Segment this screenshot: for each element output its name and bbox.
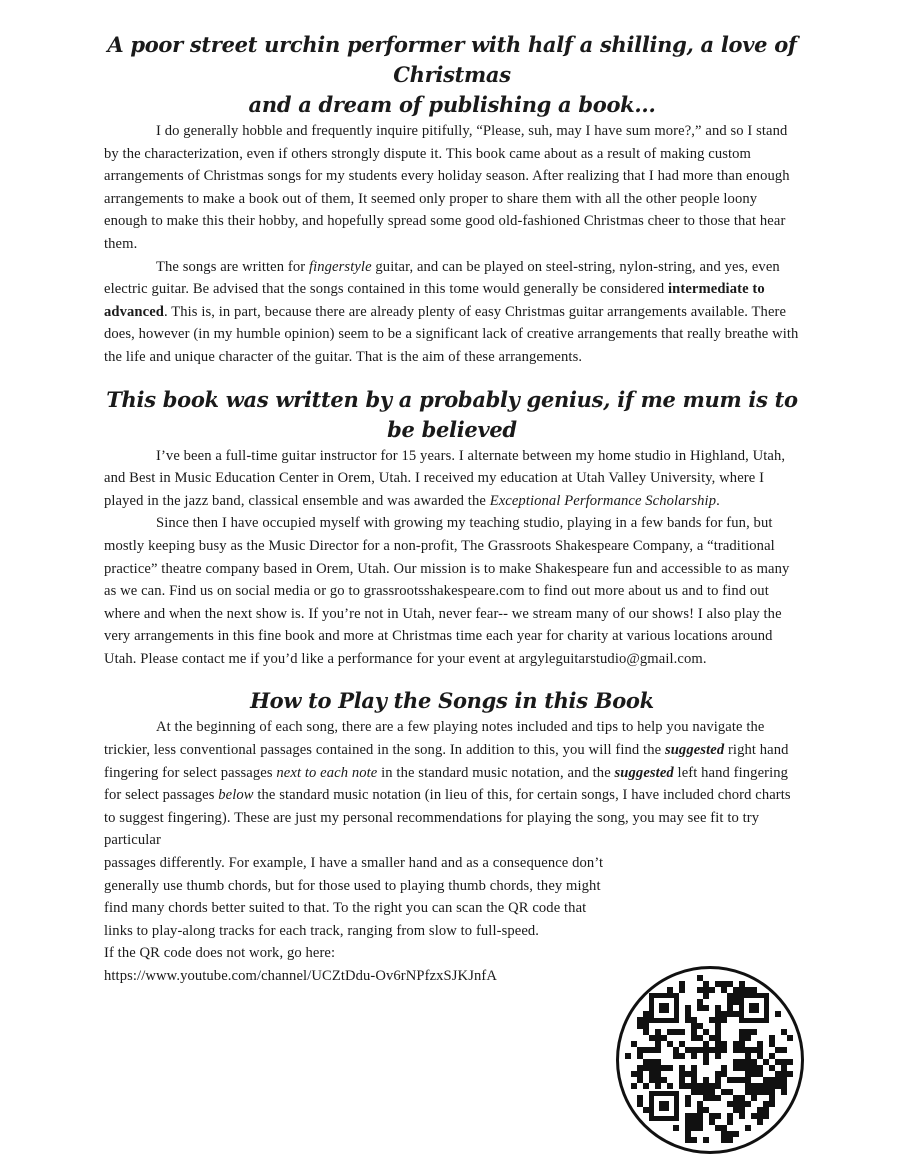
qr-module (727, 993, 733, 999)
qr-module (655, 1065, 661, 1071)
qr-module (727, 1011, 733, 1017)
qr-module (649, 1035, 655, 1041)
qr-module (631, 1083, 637, 1089)
qr-module (691, 1137, 697, 1143)
qr-module (697, 1005, 703, 1011)
qr-module (685, 1047, 691, 1053)
author-paragraph-2: Since then I have occupied myself with growing my teaching studio, playing in a few bands for fun, but mostly keeping busy as the Music Director for a non-profit, The Grassroots Shakespeare Company, a “traditional practice” theatre company based in Orem, Utah. Our mission is to make Shakespeare fun and accessible to as many as we can. Find us on social media or go to grassrootsshakespeare.com to find out more about us and to find out where and when the next show is. If you’re not in Utah, never fear-- we stream many of our shows! I also play the very arrangements in this fine book and more at Christmas time each year for charity at various locations around Utah. Please contact me if you’d like a performance for your event at argyleguitarstudio@gmail.com. (104, 515, 790, 667)
qr-module (685, 1137, 691, 1143)
qr-module (655, 1077, 661, 1083)
qr-module (637, 1047, 643, 1053)
qr-module (727, 1101, 733, 1107)
qr-fallback-note: If the QR code does not work, go here: (104, 945, 336, 962)
qr-module (703, 1059, 709, 1065)
qr-module (691, 1119, 697, 1125)
emphasis-difficulty: intermediate to advanced (104, 281, 765, 320)
qr-module (739, 1035, 745, 1041)
qr-module (733, 987, 739, 993)
qr-module (667, 1083, 673, 1089)
qr-module (643, 1017, 649, 1023)
qr-module (745, 1101, 751, 1107)
qr-module (739, 1101, 745, 1107)
qr-module (703, 981, 709, 987)
qr-module (739, 1041, 745, 1047)
qr-module (703, 1095, 709, 1101)
qr-module (685, 1005, 691, 1011)
qr-module (649, 1065, 655, 1071)
qr-module (745, 1077, 751, 1083)
qr-module (787, 1035, 793, 1041)
qr-module (727, 1131, 733, 1137)
qr-module (769, 1095, 775, 1101)
qr-module (709, 1119, 715, 1125)
qr-module (739, 1065, 745, 1071)
qr-module (715, 1113, 721, 1119)
qr-module (781, 1077, 787, 1083)
qr-module (679, 1029, 685, 1035)
qr-module (655, 1029, 661, 1035)
qr-module (715, 1095, 721, 1101)
qr-module (733, 1077, 739, 1083)
qr-module (655, 1035, 661, 1041)
qr-module (697, 1035, 703, 1041)
qr-module (703, 1005, 709, 1011)
text-run: . This is, in part, because there are already plenty of easy Christmas guitar arrangements available. There does, however (in my humble opinion) seem to be a significant lack of creative arrangements that really breathe with the life and unique character of the guitar. That is the aim of these arrangements. (104, 303, 799, 365)
qr-module (625, 1053, 631, 1059)
author-paragraph-1 (104, 445, 800, 513)
qr-module (727, 981, 733, 987)
qr-module (775, 1077, 781, 1083)
qr-module (697, 975, 703, 981)
qr-module (721, 1041, 727, 1047)
intro-paragraph-2 (104, 256, 800, 369)
qr-module (751, 1095, 757, 1101)
qr-module (637, 1101, 643, 1107)
emphasis-scholarship: Exceptional Performance Scholarship (489, 492, 717, 509)
qr-module (727, 1119, 733, 1125)
qr-module (703, 987, 709, 993)
qr-module (643, 1065, 649, 1071)
qr-module (745, 1071, 751, 1077)
qr-module (667, 1041, 673, 1047)
qr-module (637, 1065, 643, 1071)
qr-module (697, 987, 703, 993)
qr-module (655, 1041, 661, 1047)
qr-module (673, 1053, 679, 1059)
qr-module (769, 1035, 775, 1041)
how-to-paragraph-2: passages differently. For example, I have a smaller hand and as a consequence don’t generally use thumb chords, but for those used to playing thumb chords, they might find many chords better suited to that. To the right you can scan the QR code that links to play-along tracks for each track, ranging from slow to full-speed. (104, 855, 604, 939)
qr-module (769, 1077, 775, 1083)
qr-module (721, 1065, 727, 1071)
qr-module (679, 1041, 685, 1047)
qr-module (637, 1023, 643, 1029)
qr-module (733, 1101, 739, 1107)
qr-module (745, 1059, 751, 1065)
qr-module (709, 1047, 715, 1053)
qr-module (733, 1059, 739, 1065)
qr-module (775, 1011, 781, 1017)
section-heading-intro (104, 30, 800, 120)
qr-module (727, 1077, 733, 1083)
qr-module (703, 1107, 709, 1113)
qr-module (721, 1131, 727, 1137)
qr-module (733, 999, 739, 1005)
qr-module (691, 1125, 697, 1131)
qr-module (787, 1059, 793, 1065)
qr-module (649, 1071, 655, 1077)
qr-side-text (104, 852, 604, 988)
qr-module (739, 1107, 745, 1113)
qr-module (763, 1101, 769, 1107)
qr-module (763, 1059, 769, 1065)
qr-module (739, 1113, 745, 1119)
qr-module (751, 1047, 757, 1053)
qr-module (757, 1089, 763, 1095)
qr-module (691, 1017, 697, 1023)
qr-module (649, 1077, 655, 1083)
qr-module (745, 1029, 751, 1035)
emphasis-suggested: suggested (664, 742, 725, 759)
text-run: I’ve been a full-time guitar instructor for 15 years. I alternate between my home studio in Highland, Utah, and Best in Music Education Center in Orem, Utah. I received my education at Utah Valley University, where I played in the jazz band, classical ensemble and was awarded the (104, 447, 786, 509)
qr-module (631, 1041, 637, 1047)
qr-module (757, 1113, 763, 1119)
qr-module (757, 1065, 763, 1071)
qr-module (751, 1059, 757, 1065)
qr-module (775, 1071, 781, 1077)
heading-line-1: A poor street urchin performer with half a shilling, a love of Christmas (107, 32, 797, 87)
qr-module (733, 1131, 739, 1137)
qr-module (709, 1017, 715, 1023)
qr-module (697, 1023, 703, 1029)
qr-module (715, 1047, 721, 1053)
qr-module (721, 981, 727, 987)
qr-module (745, 987, 751, 993)
qr-module (685, 1113, 691, 1119)
emphasis-suggested: suggested (614, 764, 674, 781)
qr-module (703, 1089, 709, 1095)
emphasis-next-to-each-note: next to each note (276, 764, 378, 781)
qr-module (769, 1089, 775, 1095)
qr-module (643, 1011, 649, 1017)
qr-module (691, 1023, 697, 1029)
qr-module (733, 1107, 739, 1113)
qr-module (781, 1083, 787, 1089)
qr-module (679, 987, 685, 993)
qr-module (727, 1137, 733, 1143)
qr-module (751, 987, 757, 993)
qr-module (685, 1131, 691, 1137)
qr-module (637, 1071, 643, 1077)
qr-module (715, 1035, 721, 1041)
text-run: The songs are written for (156, 258, 309, 275)
text-run: left hand fingering for select passages (104, 764, 789, 804)
qr-finder-pattern (649, 993, 679, 1023)
qr-module (715, 1041, 721, 1047)
qr-module (727, 1005, 733, 1011)
qr-module (703, 1083, 709, 1089)
qr-module (721, 1017, 727, 1023)
youtube-link[interactable]: https://www.youtube.com/channel/UCZtDdu-Ov6rNPfzxSJKJnfA (104, 968, 497, 984)
qr-module (733, 1011, 739, 1017)
qr-module (751, 1071, 757, 1077)
qr-module (721, 1071, 727, 1077)
qr-module (757, 1107, 763, 1113)
qr-module (763, 1077, 769, 1083)
qr-module (691, 1083, 697, 1089)
qr-module (763, 1083, 769, 1089)
qr-module (745, 1035, 751, 1041)
qr-module (757, 1083, 763, 1089)
qr-module (751, 1089, 757, 1095)
qr-module (721, 987, 727, 993)
qr-module (643, 1023, 649, 1029)
qr-module (757, 1053, 763, 1059)
section-heading-author: This book was written by a probably genius, if me mum is to be believed (106, 386, 798, 442)
qr-finder-pattern (649, 1091, 679, 1121)
section-heading-how-to-play: How to Play the Songs in this Book (250, 688, 654, 714)
qr-module (691, 1089, 697, 1095)
qr-module (781, 1059, 787, 1065)
qr-finder-pattern (739, 993, 769, 1023)
qr-module (661, 1065, 667, 1071)
qr-module (697, 1089, 703, 1095)
qr-module (739, 981, 745, 987)
qr-module (769, 1083, 775, 1089)
qr-module (673, 1047, 679, 1053)
qr-module (643, 1107, 649, 1113)
qr-module (691, 1065, 697, 1071)
qr-module (667, 1029, 673, 1035)
qr-code-graphic (619, 969, 801, 1151)
qr-module (661, 1077, 667, 1083)
qr-module (757, 1041, 763, 1047)
qr-module (685, 1125, 691, 1131)
qr-module (763, 1113, 769, 1119)
qr-module (703, 993, 709, 999)
qr-module (721, 1011, 727, 1017)
qr-module (703, 1041, 709, 1047)
page-content (104, 30, 800, 988)
qr-module (769, 1053, 775, 1059)
qr-module (691, 1029, 697, 1035)
qr-module (685, 1119, 691, 1125)
qr-module (679, 981, 685, 987)
qr-module (745, 1125, 751, 1131)
qr-module (679, 1071, 685, 1077)
qr-module (643, 1047, 649, 1053)
qr-module (733, 1065, 739, 1071)
qr-module (643, 1083, 649, 1089)
text-run: guitar, and can be played on steel-string, nylon-string, and yes, even electric guitar. Be advised that the songs contained in this tome would generally be considered (104, 258, 780, 298)
qr-module (679, 1083, 685, 1089)
qr-module (685, 1071, 691, 1077)
qr-module (715, 1005, 721, 1011)
qr-module (781, 1029, 787, 1035)
qr-module (739, 1095, 745, 1101)
qr-module (691, 1113, 697, 1119)
qr-module (721, 1125, 727, 1131)
qr-module (769, 1041, 775, 1047)
qr-module (697, 1125, 703, 1131)
qr-module (691, 1047, 697, 1053)
qr-module (703, 1137, 709, 1143)
qr-module (757, 1071, 763, 1077)
qr-module (781, 1047, 787, 1053)
qr-module (721, 1089, 727, 1095)
qr-module (715, 1083, 721, 1089)
qr-module (715, 1023, 721, 1029)
qr-module (739, 987, 745, 993)
qr-module (709, 1089, 715, 1095)
qr-module (637, 1053, 643, 1059)
qr-module (733, 993, 739, 999)
qr-module (745, 1053, 751, 1059)
qr-module (697, 1083, 703, 1089)
qr-module (697, 1047, 703, 1053)
qr-module (781, 1065, 787, 1071)
qr-module (697, 999, 703, 1005)
qr-module (673, 1125, 679, 1131)
qr-module (685, 1101, 691, 1107)
qr-module (763, 1089, 769, 1095)
intro-paragraph-1: I do generally hobble and frequently inquire pitifully, “Please, suh, may I have sum more?,” and so I stand by the characterization, even if others strongly dispute it. This book came about as a result of making custom arrangements of Christmas songs for my students every holiday season. After realizing that I had more than enough arrangements to make a book out of them, It seemed only proper to share them with all the other people loony enough to make this their hobby, and hopefully spread some good old-fashioned Christmas cheer to those that hear them. (104, 123, 790, 252)
qr-module (649, 1047, 655, 1053)
qr-module (769, 1065, 775, 1071)
qr-module (715, 981, 721, 987)
qr-module (655, 1083, 661, 1089)
qr-module (715, 1125, 721, 1131)
qr-module (733, 1047, 739, 1053)
qr-module (751, 1029, 757, 1035)
qr-module (643, 1029, 649, 1035)
qr-module (703, 1047, 709, 1053)
qr-module (775, 1059, 781, 1065)
qr-module (781, 1089, 787, 1095)
qr-module (709, 1083, 715, 1089)
qr-module (697, 1113, 703, 1119)
qr-module (751, 1065, 757, 1071)
qr-module (685, 1011, 691, 1017)
qr-module (745, 1089, 751, 1095)
text-run: right hand fingering for select passages (104, 742, 789, 781)
qr-module (721, 1137, 727, 1143)
qr-module (637, 1017, 643, 1023)
qr-module (739, 1059, 745, 1065)
qr-module (655, 1059, 661, 1065)
heading-line-2: and a dream of publishing a book... (248, 92, 656, 117)
qr-module (715, 1077, 721, 1083)
qr-module (637, 1095, 643, 1101)
qr-module (637, 1077, 643, 1083)
qr-module (697, 1107, 703, 1113)
qr-module (745, 1047, 751, 1053)
qr-module (667, 1065, 673, 1071)
text-run: . (716, 492, 720, 509)
qr-module (715, 1071, 721, 1077)
qr-module (655, 1071, 661, 1077)
qr-module (631, 1071, 637, 1077)
text-run: At the beginning of each song, there are a few playing notes included and tips to help you navigate the trickier, less conventional passages contained in the song. In addition to this, you will find the (104, 719, 765, 759)
emphasis-below: below (218, 787, 254, 804)
qr-module (751, 1113, 757, 1119)
qr-module (709, 1113, 715, 1119)
text-run: the standard music notation (in lieu of this, for certain songs, I have included chord charts to suggest fingering). These are just my personal recommendations for playing the song, you may see fit to try particular (104, 787, 791, 849)
qr-module (649, 1059, 655, 1065)
qr-module (733, 1095, 739, 1101)
qr-module (715, 1053, 721, 1059)
qr-module (703, 1077, 709, 1083)
qr-module (727, 999, 733, 1005)
qr-module (787, 1071, 793, 1077)
qr-module (643, 1059, 649, 1065)
qr-module (661, 1035, 667, 1041)
qr-module (655, 1047, 661, 1053)
qr-module (709, 1095, 715, 1101)
qr-module (733, 1041, 739, 1047)
qr-module (697, 1119, 703, 1125)
qr-module (709, 987, 715, 993)
qr-module (763, 1107, 769, 1113)
qr-module (679, 1053, 685, 1059)
qr-module (769, 1101, 775, 1107)
qr-module (745, 1083, 751, 1089)
qr-module (715, 1011, 721, 1017)
qr-module (715, 1029, 721, 1035)
qr-module (691, 1035, 697, 1041)
qr-module (781, 1071, 787, 1077)
qr-module (691, 1071, 697, 1077)
qr-module (673, 1029, 679, 1035)
qr-module (739, 1029, 745, 1035)
qr-module (721, 1047, 727, 1053)
qr-module (751, 1083, 757, 1089)
qr-module (667, 987, 673, 993)
qr-module (727, 1089, 733, 1095)
qr-module (679, 1065, 685, 1071)
qr-module (685, 1083, 691, 1089)
qr-module (757, 1047, 763, 1053)
qr-module (691, 1077, 697, 1083)
qr-code-icon[interactable] (616, 966, 804, 1154)
qr-module (697, 1101, 703, 1107)
qr-module (745, 1065, 751, 1071)
qr-module (679, 1077, 685, 1083)
qr-module (775, 1047, 781, 1053)
qr-module (685, 1017, 691, 1023)
qr-module (739, 1047, 745, 1053)
qr-module (739, 1077, 745, 1083)
qr-module (709, 1035, 715, 1041)
qr-module (715, 1017, 721, 1023)
text-run: in the standard music notation, and the (377, 764, 615, 781)
emphasis-fingerstyle: fingerstyle (308, 258, 372, 275)
qr-module (685, 1095, 691, 1101)
qr-module (703, 1053, 709, 1059)
qr-module (757, 1119, 763, 1125)
how-to-paragraph-1 (104, 716, 800, 852)
qr-module (727, 1113, 733, 1119)
qr-module (691, 1053, 697, 1059)
qr-module (775, 1083, 781, 1089)
qr-module (703, 1029, 709, 1035)
